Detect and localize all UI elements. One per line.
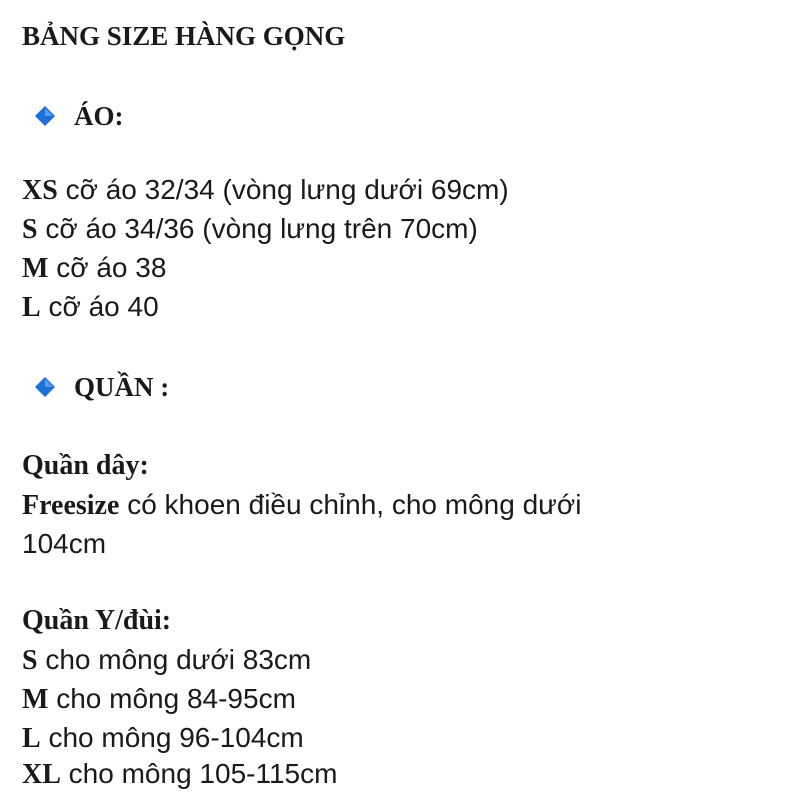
size-row-quan [22, 720, 304, 757]
size-description: cho mông 84-95cm [48, 683, 296, 714]
size-description: cỡ áo 32/34 (vòng lưng dưới 69cm) [57, 174, 509, 205]
section-heading-quan [34, 369, 169, 405]
size-code: S [22, 645, 38, 676]
size-row-ao [22, 211, 478, 248]
subsection-label-quan-y-dui: Quần Y/đùi: [22, 605, 172, 636]
size-code: XS [22, 175, 58, 206]
size-row-ao [22, 250, 166, 287]
quan-day-description [22, 487, 581, 524]
size-code: S [22, 214, 38, 245]
size-description: cho mông 105-115cm [60, 758, 338, 789]
size-code: M [22, 684, 49, 715]
size-description: cỡ áo 34/36 (vòng lưng trên 70cm) [37, 213, 478, 244]
section-heading-label: ÁO: [74, 101, 124, 131]
size-code: Freesize [22, 490, 120, 521]
size-code: M [22, 253, 49, 284]
size-row-ao [22, 289, 159, 326]
size-code: L [22, 723, 41, 754]
section-heading-label: QUẦN : [74, 372, 170, 402]
size-description: có khoen điều chỉnh, cho mông dưới [119, 489, 582, 520]
size-description: cho mông dưới 83cm [37, 644, 312, 675]
size-row-quan [22, 681, 296, 718]
size-description: cho mông 96-104cm [40, 722, 304, 753]
blue-diamond-icon [34, 376, 56, 398]
size-code: XL [22, 759, 61, 790]
blue-diamond-icon [34, 105, 56, 127]
size-row-ao [22, 172, 509, 209]
size-description: cỡ áo 40 [40, 291, 159, 322]
section-heading-ao [34, 98, 124, 134]
size-row-quan [22, 642, 311, 679]
page-title: BẢNG SIZE HÀNG GỌNG [22, 21, 346, 51]
quan-day-description-cont: 104cm [22, 528, 107, 559]
size-row-quan [22, 756, 337, 793]
subsection-label-quan-day: Quần dây: [22, 450, 149, 481]
size-description: cỡ áo 38 [48, 252, 167, 283]
size-code: L [22, 292, 41, 323]
